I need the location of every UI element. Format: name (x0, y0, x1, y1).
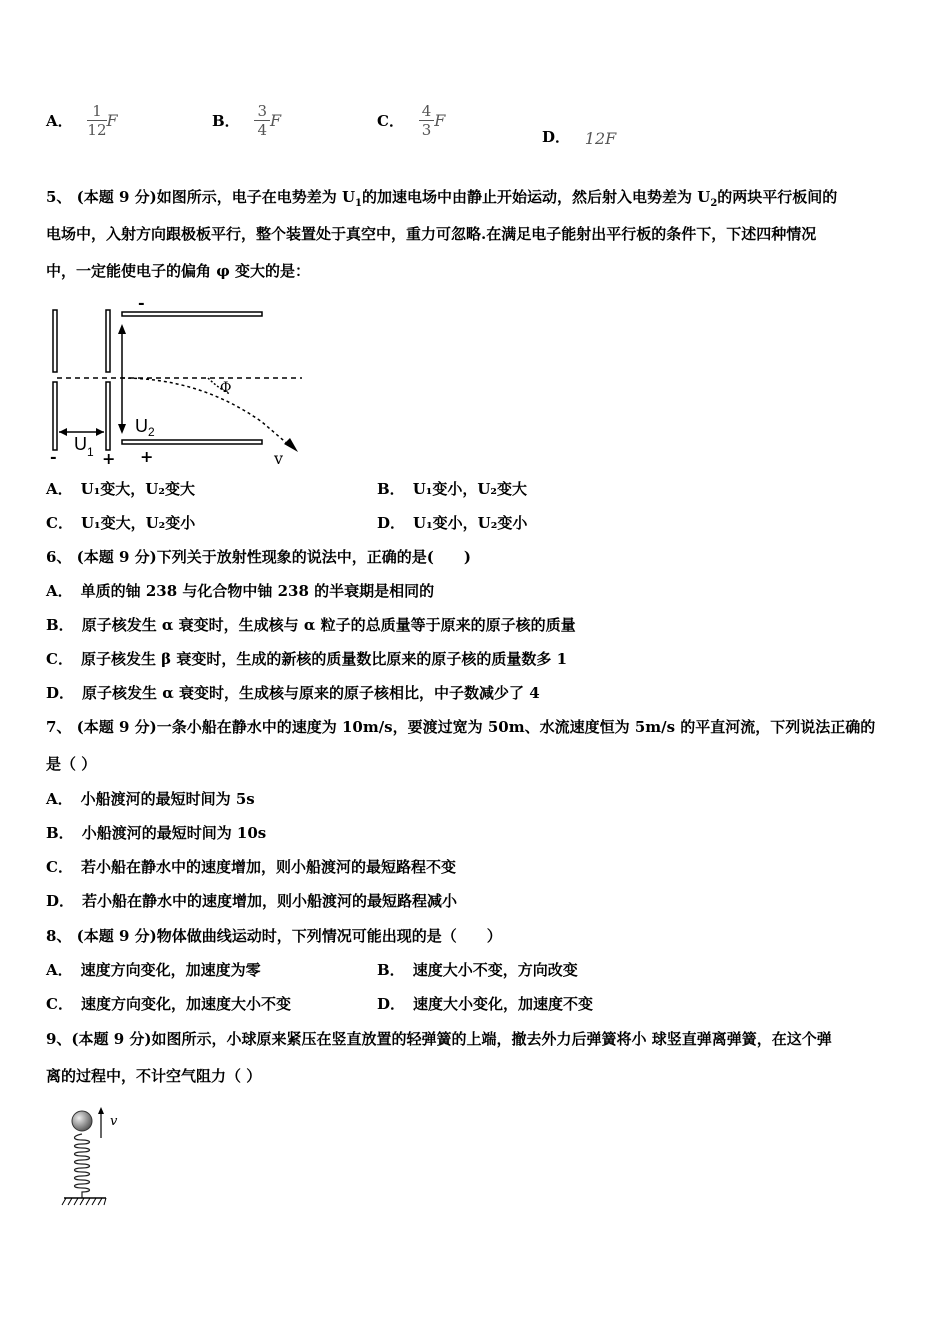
option-text: 速度方向变化，加速度大小不变 (80, 995, 291, 1013)
q6-option-a (46, 580, 434, 602)
phi-label: Φ (220, 380, 232, 396)
right-plate-top (106, 310, 110, 372)
plus-left: + (102, 449, 116, 468)
ball (72, 1111, 92, 1131)
option-label: C． (46, 995, 73, 1013)
q7-option-d (46, 890, 457, 912)
option-text: 速度方向变化，加速度为零 (80, 961, 261, 979)
option-text: 原子核发生 β 衰变时，生成的新核的质量数比原来的原子核的质量数多 1 (80, 650, 568, 668)
subscript: 1 (355, 198, 363, 209)
option-text: U₁变大，U₂变大 (80, 480, 195, 498)
q5-option-b (377, 478, 527, 500)
option-text: 12F (584, 128, 617, 148)
option-label: D． (46, 684, 75, 702)
option-text: 若小船在静水中的速度增加，则小船渡河的最短路程减小 (82, 892, 458, 910)
arrow-right (96, 428, 104, 436)
q7-stem-line1: 7、 (本题 9 分)一条小船在静水中的速度为 10m/s，要渡过宽为 50m、水流速度恒为 5m/s 的平直河流，下列说法正确的 (46, 718, 876, 736)
right-plate-bottom (106, 382, 110, 450)
option-label: C． (46, 650, 73, 668)
q7-option-c (46, 856, 456, 878)
option-label: C． (377, 112, 404, 130)
velocity-label: v (274, 449, 284, 468)
option-text: 速度大小不变，方向改变 (412, 961, 578, 979)
minus-top: - (138, 298, 145, 312)
u2-letter: U (135, 416, 148, 436)
q4-option-b (212, 102, 281, 139)
option-text: 若小船在静水中的速度增加，则小船渡河的最短路程不变 (80, 858, 456, 876)
option-text: 原子核发生 α 衰变时，生成核与原来的原子核相比，中子数减少了 4 (82, 684, 540, 702)
option-text: 原子核发生 α 衰变时，生成核与 α 粒子的总质量等于原来的原子核的质量 (81, 616, 576, 634)
q9-stem-line1: 9、(本题 9 分)如图所示，小球原来紧压在竖直放置的轻弹簧的上端，撤去外力后弹簧将小 球竖直弹离弹簧，在这个弹 (46, 1030, 832, 1048)
q6-option-c (46, 648, 567, 670)
arrow-left (59, 428, 67, 436)
option-label: B． (46, 824, 74, 842)
option-text: 小船渡河的最短时间为 10s (81, 824, 267, 842)
velocity-arrowhead (98, 1107, 104, 1114)
denominator: 4 (257, 121, 268, 139)
q6-option-b (46, 614, 576, 636)
q7-option-a (46, 788, 255, 810)
option-text: 速度大小变化，加速度不变 (413, 995, 594, 1013)
q7-option-b (46, 822, 266, 844)
variable: F (106, 111, 118, 130)
option-label: B． (377, 961, 405, 979)
numerator: 4 (419, 102, 435, 121)
spring-ball-diagram (60, 1102, 130, 1212)
fraction (254, 102, 270, 139)
u2-sub: 2 (148, 425, 155, 439)
option-label: D． (377, 995, 406, 1013)
stem-text: 的两块平行板间的 (717, 188, 838, 206)
q5-option-d (377, 512, 527, 534)
variable: F (270, 111, 282, 130)
option-text: 单质的铀 238 与化合物中铀 238 的半衰期是相同的 (80, 582, 435, 600)
option-label: B． (212, 112, 240, 130)
denominator: 3 (421, 121, 432, 139)
q5-stem-line2: 电场中，入射方向跟极板平行，整个装置处于真空中，重力可忽略.在满足电子能射出平行板的条件下，下述四种情况 (46, 225, 817, 243)
q5-stem-line1 (46, 186, 837, 215)
u1-sub: 1 (87, 445, 94, 459)
variable: F (434, 111, 446, 130)
q8-option-a (46, 959, 261, 981)
option-label: D． (542, 128, 571, 146)
q5-stem-line3: 中，一定能使电子的偏角 φ 变大的是： (46, 262, 311, 280)
velocity-arrow (284, 438, 298, 452)
spring (75, 1134, 90, 1198)
velocity-label: v (110, 1114, 118, 1129)
q9-stem-line2: 离的过程中，不计空气阻力（ ） (46, 1067, 262, 1085)
option-label: A． (46, 480, 73, 498)
u2-label (135, 416, 155, 439)
option-label: A． (46, 961, 73, 979)
q4-option-a (46, 102, 118, 139)
q8-option-d (377, 993, 593, 1015)
arrow-up (118, 324, 126, 334)
u1-letter: U (74, 434, 87, 454)
plus-bottom: + (140, 447, 154, 466)
option-label: D． (46, 892, 75, 910)
q4-option-c (377, 102, 445, 139)
option-label: D． (377, 514, 406, 532)
bottom-deflection-plate (122, 440, 262, 444)
numerator: 3 (254, 102, 270, 121)
left-plate-bottom (53, 382, 57, 450)
subscript: 2 (710, 198, 718, 209)
numerator: 1 (87, 102, 106, 121)
ground-hatch (62, 1198, 106, 1205)
fraction (419, 102, 435, 139)
option-label: C． (46, 858, 73, 876)
q7-stem-line2: 是（ ） (46, 755, 97, 773)
q8-option-b (377, 959, 578, 981)
option-text: U₁变大，U₂变小 (80, 514, 196, 532)
option-text: 小船渡河的最短时间为 5s (80, 790, 255, 808)
stem-text: 5、 (本题 9 分)如图所示，电子在电势差为 U (46, 188, 356, 206)
u1-label (74, 434, 94, 459)
option-label: B． (377, 480, 405, 498)
q6-option-d (46, 682, 540, 704)
option-label: A． (46, 112, 73, 130)
q8-option-c (46, 993, 291, 1015)
top-deflection-plate (122, 312, 262, 316)
fraction (87, 102, 106, 139)
electron-deflection-diagram (40, 298, 310, 470)
q5-option-c (46, 512, 195, 534)
q8-stem: 8、 (本题 9 分)物体做曲线运动时，下列情况可能出现的是（ ） (46, 927, 502, 945)
arrow-down (118, 424, 126, 434)
left-plate-top (53, 310, 57, 372)
option-label: A． (46, 790, 73, 808)
option-text: U₁变小，U₂变大 (412, 480, 527, 498)
q5-option-a (46, 478, 195, 500)
stem-text: 的加速电场中由静止开始运动，然后射入电势差为 U (362, 188, 711, 206)
option-label: B． (46, 616, 74, 634)
option-label: C． (46, 514, 73, 532)
option-text: U₁变小，U₂变小 (413, 514, 528, 532)
option-label: A． (46, 582, 73, 600)
q4-option-d (542, 126, 616, 148)
denominator: 12 (87, 121, 107, 139)
minus-bottom-left: - (50, 447, 57, 466)
q6-stem: 6、 (本题 9 分)下列关于放射性现象的说法中，正确的是( ) (46, 548, 471, 566)
